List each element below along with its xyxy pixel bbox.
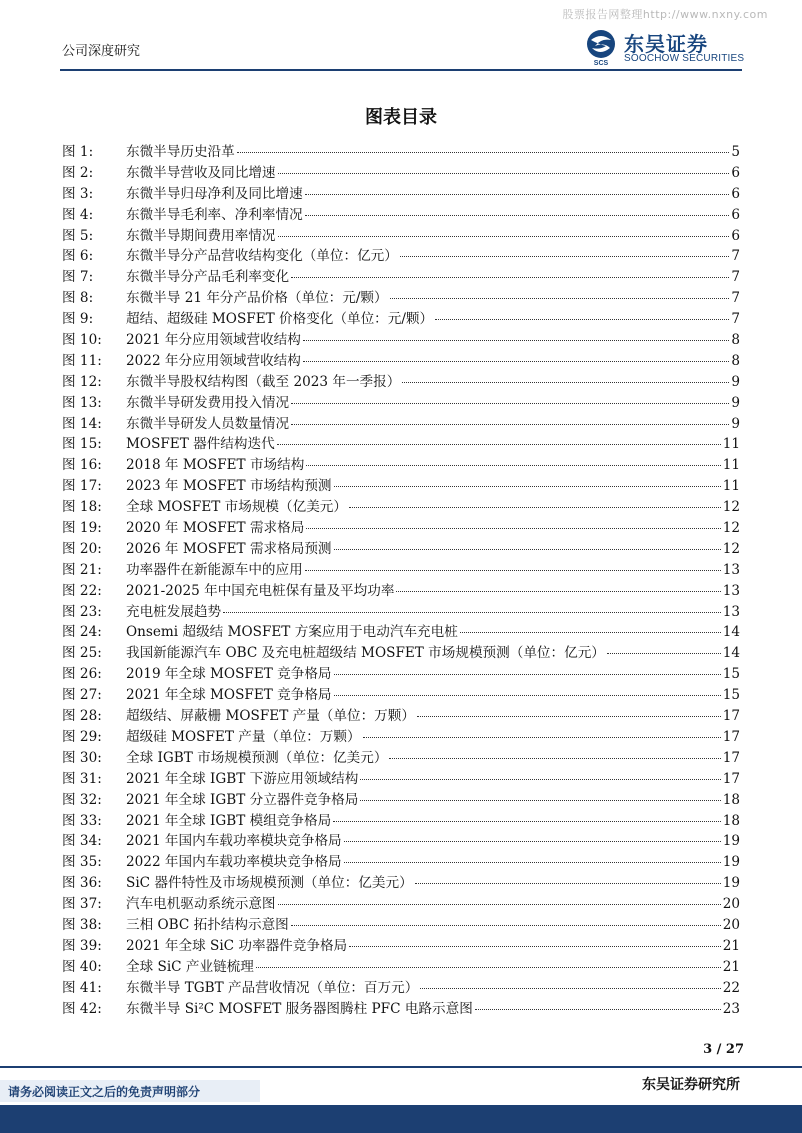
toc-figure-number: 图 14:: [62, 415, 102, 432]
toc-page-number: 20: [722, 916, 740, 933]
toc-page-number: 8: [731, 352, 740, 369]
toc-entry[interactable]: [62, 184, 740, 205]
toc-page-number: 21: [722, 937, 740, 954]
toc-figure-number: 图 36:: [62, 875, 102, 892]
toc-figure-number: 图 1:: [62, 144, 94, 160]
toc-entry[interactable]: [62, 831, 740, 852]
toc-figure-title: 超结、超级硅 MOSFET 价格变化（单位：元/颗）: [126, 311, 434, 328]
toc-dot-leader: [402, 381, 729, 383]
toc-figure-number: 图 38:: [62, 916, 102, 933]
toc-dot-leader: [277, 443, 721, 445]
toc-dot-leader: [360, 778, 720, 780]
toc-page-number: 7: [731, 248, 740, 265]
toc-figure-number: 图 32:: [62, 791, 102, 808]
toc-dot-leader: [334, 485, 721, 487]
toc-dot-leader: [360, 799, 720, 801]
toc-figure-title: 我国新能源汽车 OBC 及充电桩超级结 MOSFET 市场规模预测（单位：亿元）: [126, 645, 605, 662]
toc-page-number: 11: [722, 436, 740, 453]
toc-figure-title: 2020 年 MOSFET 需求格局: [126, 520, 305, 537]
toc-figure-title: SiC 器件特性及市场规模预测（单位：亿美元）: [126, 875, 413, 892]
report-type-label: 公司深度研究: [62, 44, 141, 59]
toc-figure-title: 2021 年分应用领域营收结构: [126, 332, 301, 349]
toc-figure-number: 图 12:: [62, 373, 102, 390]
logo-mark-text: SCS: [593, 60, 609, 66]
toc-page-number: 21: [722, 958, 740, 975]
toc-entry[interactable]: [62, 999, 740, 1020]
toc-page-number: 12: [722, 540, 740, 557]
toc-figure-title: 2021 年全球 MOSFET 竞争格局: [126, 687, 332, 704]
toc-figure-title: 东微半导历史沿革: [126, 144, 235, 160]
toc-figure-number: 图 40:: [62, 958, 102, 975]
toc-page-number: 13: [722, 561, 740, 578]
toc-page-number: 8: [731, 332, 740, 349]
toc-dot-leader: [278, 903, 721, 905]
toc-entry[interactable]: [62, 811, 740, 832]
toc-figure-number: 图 9:: [62, 311, 94, 328]
toc-dot-leader: [237, 151, 730, 153]
toc-page-number: 7: [731, 269, 740, 286]
toc-figure-title: 东微半导营收及同比增速: [126, 164, 276, 181]
toc-dot-leader: [291, 423, 729, 425]
toc-entry[interactable]: [62, 978, 740, 999]
toc-entry[interactable]: [62, 497, 740, 518]
logo-english-name: SOOCHOW SECURITIES: [624, 53, 745, 64]
toc-figure-number: 图 3:: [62, 185, 94, 202]
toc-figure-number: 图 33:: [62, 812, 102, 829]
toc-page-number: 5: [731, 144, 740, 160]
toc-page-number: 14: [722, 645, 740, 662]
toc-dot-leader: [306, 527, 720, 529]
toc-entry[interactable]: [62, 643, 740, 664]
toc-figure-number: 图 28:: [62, 708, 102, 725]
toc-page-number: 18: [722, 791, 740, 808]
toc-dot-leader: [333, 820, 721, 822]
toc-figure-number: 图 37:: [62, 896, 102, 913]
toc-figure-number: 图 5:: [62, 227, 94, 244]
header-divider: [60, 69, 742, 71]
toc-entry[interactable]: [62, 602, 740, 623]
toc-entry[interactable]: [62, 748, 740, 769]
toc-figure-title: 东微半导毛利率、净利率情况: [126, 206, 303, 223]
toc-figure-number: 图 24:: [62, 624, 102, 641]
toc-dot-leader: [256, 966, 721, 968]
toc-figure-title: 2026 年 MOSFET 需求格局预测: [126, 540, 332, 557]
toc-figure-title: 充电桩发展趋势: [126, 603, 222, 620]
toc-figure-title: 2021 年国内车载功率模块竞争格局: [126, 833, 342, 850]
watermark-text: 股票报告网整理http://www.nxny.com: [562, 8, 768, 21]
toc-entry[interactable]: [62, 142, 740, 163]
disclaimer-box: [0, 1080, 260, 1102]
toc-entry[interactable]: [62, 706, 740, 727]
toc-figure-number: 图 35:: [62, 854, 102, 871]
toc-entry[interactable]: [62, 267, 740, 288]
page-title: 图表目录: [365, 107, 437, 128]
toc-entry[interactable]: [62, 622, 740, 643]
toc-figure-number: 图 17:: [62, 478, 102, 495]
toc-figure-title: 2018 年 MOSFET 市场结构: [126, 457, 305, 474]
toc-page-number: 13: [722, 603, 740, 620]
toc-figure-title: 2022 年国内车载功率模块竞争格局: [126, 854, 342, 871]
toc-page-number: 17: [722, 708, 740, 725]
toc-figure-title: 超级硅 MOSFET 产量（单位：万颗）: [126, 728, 361, 745]
toc-dot-leader: [291, 276, 729, 278]
toc-dot-leader: [306, 464, 720, 466]
toc-figure-number: 图 26:: [62, 666, 102, 683]
toc-entry[interactable]: [62, 205, 740, 226]
toc-page-number: 19: [722, 854, 740, 871]
toc-figure-number: 图 2:: [62, 164, 94, 181]
toc-page-number: 17: [722, 728, 740, 745]
scs-logo-icon: [582, 28, 620, 66]
toc-page-number: 12: [722, 520, 740, 537]
toc-figure-title: 东微半导分产品毛利率变化: [126, 269, 290, 286]
page-number: 3 / 27: [703, 1042, 744, 1057]
toc-dot-leader: [305, 214, 730, 216]
toc-entry[interactable]: [62, 226, 740, 247]
toc-figure-title: 东微半导研发费用投入情况: [126, 394, 290, 411]
toc-figure-title: 2021 年全球 IGBT 分立器件竞争格局: [126, 791, 359, 808]
toc-page-number: 23: [722, 1000, 740, 1017]
toc-figure-title: 全球 MOSFET 市场规模（亿美元）: [126, 499, 347, 516]
toc-dot-leader: [334, 694, 721, 696]
toc-figure-title: 功率器件在新能源车中的应用: [126, 561, 303, 578]
toc-dot-leader: [389, 757, 720, 759]
toc-entry[interactable]: [62, 685, 740, 706]
toc-figure-title: 东微半导期间费用率情况: [126, 227, 276, 244]
toc-figure-title: 东微半导研发人员数量情况: [126, 415, 290, 432]
toc-figure-title: 全球 IGBT 市场规模预测（单位：亿美元）: [126, 749, 388, 766]
toc-entry[interactable]: [62, 852, 740, 873]
toc-figure-number: 图 19:: [62, 520, 102, 537]
toc-figure-title: 东微半导 TGBT 产品营收情况（单位：百万元）: [126, 979, 419, 996]
footer-bar: [0, 1105, 802, 1133]
toc-dot-leader: [291, 402, 729, 404]
toc-entry[interactable]: [62, 769, 740, 790]
toc-figure-number: 图 8:: [62, 290, 94, 307]
toc-figure-title: 2023 年 MOSFET 市场结构预测: [126, 478, 332, 495]
toc-dot-leader: [400, 255, 729, 257]
toc-page-number: 7: [731, 290, 740, 307]
toc-dot-leader: [278, 172, 730, 174]
toc-entry[interactable]: [62, 518, 740, 539]
toc-figure-title: 2019 年全球 MOSFET 竞争格局: [126, 666, 332, 683]
toc-figure-title: 超级结、屏蔽栅 MOSFET 产量（单位：万颗）: [126, 708, 415, 725]
toc-figure-number: 图 4:: [62, 206, 94, 223]
toc-page-number: 15: [722, 666, 740, 683]
toc-entry[interactable]: [62, 873, 740, 894]
toc-page-number: 9: [731, 394, 740, 411]
toc-page-number: 6: [731, 185, 740, 202]
toc-entry[interactable]: [62, 414, 740, 435]
toc-figure-title: 2021 年全球 IGBT 下游应用领域结构: [126, 770, 359, 787]
toc-page-number: 17: [722, 749, 740, 766]
toc-figure-number: 图 42:: [62, 1000, 102, 1017]
toc-dot-leader: [349, 945, 721, 947]
toc-figure-number: 图 7:: [62, 269, 94, 286]
toc-figure-number: 图 15:: [62, 436, 102, 453]
toc-entry[interactable]: [62, 372, 740, 393]
toc-dot-leader: [278, 235, 730, 237]
toc-figure-title: 2022 年分应用领域营收结构: [126, 352, 301, 369]
toc-figure-number: 图 21:: [62, 561, 102, 578]
toc-dot-leader: [475, 1008, 721, 1010]
toc-dot-leader: [305, 569, 721, 571]
toc-dot-leader: [344, 840, 721, 842]
toc-figure-number: 图 22:: [62, 582, 102, 599]
toc-figure-number: 图 25:: [62, 645, 102, 662]
toc-page-number: 17: [722, 770, 740, 787]
toc-dot-leader: [417, 715, 721, 717]
toc-figure-number: 图 41:: [62, 979, 102, 996]
toc-entry[interactable]: [62, 309, 740, 330]
toc-figure-title: MOSFET 器件结构迭代: [126, 436, 275, 453]
toc-page-number: 6: [731, 227, 740, 244]
toc-entry[interactable]: [62, 727, 740, 748]
toc-figure-number: 图 11:: [62, 352, 102, 369]
toc-page-number: 14: [722, 624, 740, 641]
toc-entry[interactable]: [62, 790, 740, 811]
toc-entry[interactable]: [62, 581, 740, 602]
disclaimer-text: 请务必阅读正文之后的免责声明部分: [8, 1085, 201, 1099]
toc-entry[interactable]: [62, 560, 740, 581]
toc-figure-title: 三相 OBC 拓扑结构示意图: [126, 916, 289, 933]
toc-page-number: 22: [722, 979, 740, 996]
toc-figure-number: 图 10:: [62, 332, 102, 349]
toc-page-number: 9: [731, 373, 740, 390]
toc-dot-leader: [415, 882, 721, 884]
toc-dot-leader: [334, 673, 721, 675]
toc-entry[interactable]: [62, 246, 740, 267]
toc-figure-number: 图 30:: [62, 749, 102, 766]
toc-entry[interactable]: [62, 393, 740, 414]
toc-page-number: 19: [722, 875, 740, 892]
toc-dot-leader: [303, 339, 729, 341]
toc-dot-leader: [396, 590, 720, 592]
toc-figure-title: 汽车电机驱动系统示意图: [126, 896, 276, 913]
toc-entry[interactable]: [62, 163, 740, 184]
toc-page-number: 7: [731, 311, 740, 328]
toc-entry[interactable]: [62, 664, 740, 685]
toc-figure-number: 图 29:: [62, 728, 102, 745]
logo-chinese-name: 东吴证券: [624, 32, 708, 56]
toc-dot-leader: [390, 297, 730, 299]
toc-entry[interactable]: [62, 936, 740, 957]
toc-page-number: 18: [722, 812, 740, 829]
toc-dot-leader: [349, 506, 721, 508]
toc-page-number: 19: [722, 833, 740, 850]
research-institute-name: 东吴证券研究所: [642, 1077, 740, 1093]
toc-page-number: 20: [722, 896, 740, 913]
toc-dot-leader: [607, 652, 721, 654]
toc-page-number: 11: [722, 457, 740, 474]
toc-figure-number: 图 23:: [62, 603, 102, 620]
toc-figure-number: 图 18:: [62, 499, 102, 516]
toc-dot-leader: [223, 611, 721, 613]
toc-page-number: 15: [722, 687, 740, 704]
figure-table-of-contents: [62, 142, 740, 1019]
toc-entry[interactable]: [62, 288, 740, 309]
toc-entry[interactable]: [62, 351, 740, 372]
footer-divider: [0, 1066, 802, 1068]
toc-dot-leader: [420, 987, 720, 989]
toc-figure-title: 东微半导股权结构图（截至 2023 年一季报）: [126, 373, 401, 390]
toc-entry[interactable]: [62, 434, 740, 455]
toc-entry[interactable]: [62, 539, 740, 560]
toc-page-number: 13: [722, 582, 740, 599]
toc-dot-leader: [363, 736, 721, 738]
toc-entry[interactable]: [62, 915, 740, 936]
toc-dot-leader: [334, 548, 721, 550]
toc-figure-number: 图 16:: [62, 457, 102, 474]
toc-figure-title: 2021-2025 年中国充电桩保有量及平均功率: [126, 582, 395, 599]
toc-figure-number: 图 13:: [62, 394, 102, 411]
toc-entry[interactable]: [62, 957, 740, 978]
toc-figure-title: 全球 SiC 产业链梳理: [126, 958, 254, 975]
toc-figure-title: 东微半导归母净利及同比增速: [126, 185, 303, 202]
toc-page-number: 6: [731, 206, 740, 223]
toc-page-number: 11: [722, 478, 740, 495]
toc-figure-number: 图 31:: [62, 770, 102, 787]
toc-figure-number: 图 34:: [62, 833, 102, 850]
toc-entry[interactable]: [62, 894, 740, 915]
toc-dot-leader: [303, 360, 729, 362]
toc-figure-title: 2021 年全球 SiC 功率器件竞争格局: [126, 937, 348, 954]
toc-page-number: 12: [722, 499, 740, 516]
toc-dot-leader: [435, 318, 729, 320]
toc-entry[interactable]: [62, 476, 740, 497]
company-logo: [582, 28, 752, 68]
toc-entry[interactable]: [62, 330, 740, 351]
toc-dot-leader: [344, 861, 721, 863]
toc-page-number: 6: [731, 164, 740, 181]
toc-figure-title: Onsemi 超级结 MOSFET 方案应用于电动汽车充电桩: [126, 624, 458, 641]
toc-page-number: 9: [731, 415, 740, 432]
toc-entry[interactable]: [62, 455, 740, 476]
toc-figure-number: 图 20:: [62, 540, 102, 557]
toc-dot-leader: [460, 631, 721, 633]
toc-dot-leader: [305, 193, 730, 195]
toc-figure-title: 2021 年全球 IGBT 模组竞争格局: [126, 812, 332, 829]
toc-figure-number: 图 6:: [62, 248, 94, 265]
toc-figure-number: 图 39:: [62, 937, 102, 954]
toc-figure-title: 东微半导 Si²C MOSFET 服务器图腾柱 PFC 电路示意图: [126, 1000, 473, 1017]
toc-dot-leader: [291, 924, 721, 926]
toc-figure-title: 东微半导 21 年分产品价格（单位：元/颗）: [126, 290, 388, 307]
toc-figure-number: 图 27:: [62, 687, 102, 704]
toc-figure-title: 东微半导分产品营收结构变化（单位：亿元）: [126, 248, 398, 265]
